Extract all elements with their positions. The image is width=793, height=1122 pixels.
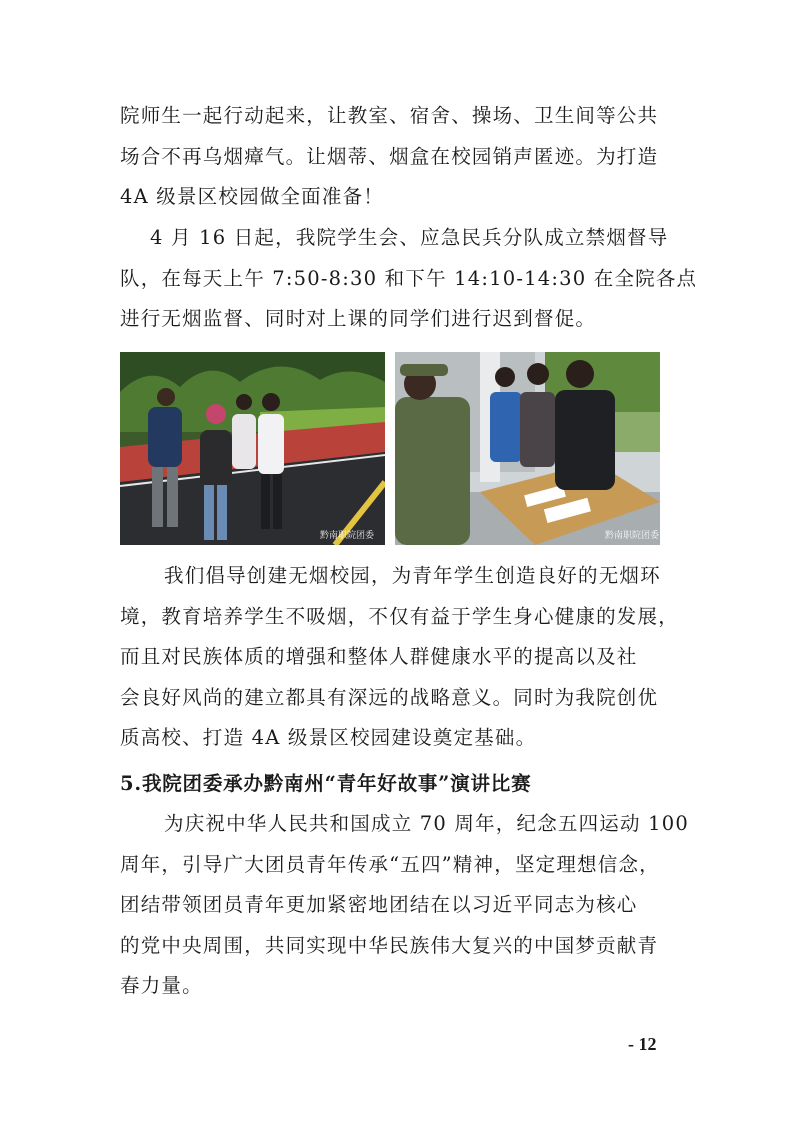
text-line: 质高校、打造 4A 级景区校园建设奠定基础。	[120, 726, 537, 749]
section-heading: 5.我院团委承办黔南州“青年好故事”演讲比赛	[120, 772, 532, 795]
text-line: 春力量。	[120, 974, 203, 997]
text-line: 进行无烟监督、同时对上课的同学们进行迟到督促。	[120, 307, 597, 330]
photo-watermark: 黔南职院团委	[605, 531, 660, 541]
text-line: 队，在每天上午 7:50-8:30 和下午 14:10-14:30 在全院各点	[120, 266, 698, 290]
text-line: 的党中央周围，共同实现中华民族伟大复兴的中国梦贡献青	[120, 933, 659, 957]
paragraph-2	[120, 218, 698, 340]
text-line: 为庆祝中华人民共和国成立 70 周年，纪念五四运动 100	[164, 812, 689, 835]
photo-right-image	[395, 352, 660, 545]
photo-students-on-road	[120, 352, 385, 545]
text-line: 院师生一起行动起来，让教室、宿舍、操场、卫生间等公共	[120, 104, 659, 127]
text-line: 团结带领团员青年更加紧密地团结在以习近平同志为核心	[120, 893, 638, 916]
page-number: - 12	[628, 1034, 657, 1054]
text-line: 场合不再乌烟瘴气。让烟蒂、烟盒在校园销声匿迹。为打造	[120, 144, 659, 168]
text-line: 而且对民族体质的增强和整体人群健康水平的提高以及社	[120, 645, 638, 668]
text-line: 周年，引导广大团员青年传承“五四”精神，坚定理想信念，	[120, 852, 660, 876]
photo-watermark: 黔南职院团委	[320, 531, 375, 541]
paragraph-3	[120, 556, 679, 759]
text-line: 4A 级景区校园做全面准备！	[120, 185, 384, 208]
photo-left-image	[120, 352, 385, 545]
text-line: 境，教育培养学生不吸烟，不仅有益于学生身心健康的发展，	[120, 604, 679, 628]
photo-students-at-table	[395, 352, 660, 545]
text-line: 会良好风尚的建立都具有深远的战略意义。同时为我院创优	[120, 685, 659, 709]
text-line: 我们倡导创建无烟校园，为青年学生创造良好的无烟环	[164, 564, 661, 587]
paragraph-1	[120, 96, 672, 218]
text-line: 4 月 16 日起，我院学生会、应急民兵分队成立禁烟督导	[150, 226, 669, 249]
paragraph-4	[120, 804, 689, 1007]
